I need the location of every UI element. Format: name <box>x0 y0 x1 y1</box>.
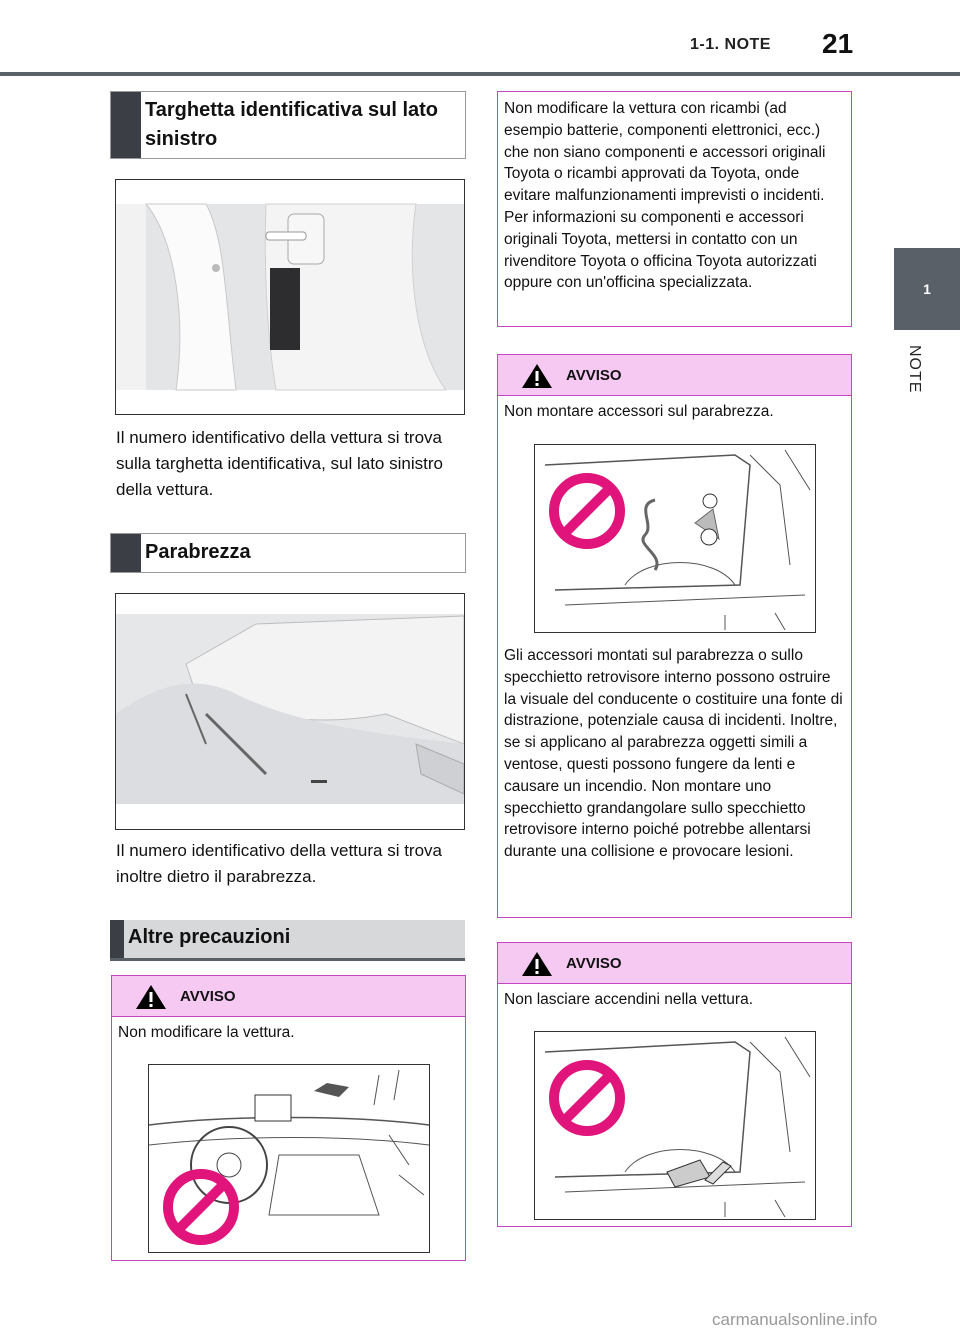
warning-text-short: Non montare accessori sul parabrezza. <box>504 403 774 420</box>
warning-text: Non lasciare accendini nella vettura. <box>504 991 753 1008</box>
warning-triangle-icon <box>134 983 168 1016</box>
note-box-genuine-parts <box>497 91 852 327</box>
lighter-drawing <box>535 1032 815 1219</box>
chapter-tab-number: 1 <box>923 281 931 297</box>
warning-triangle-icon <box>520 362 554 395</box>
warning-text-long: Gli accessori montati sul parabrezza o sullo specchietto retrovisore interno possono ostruire la visuale del conducente o costituire una fonte di distrazione, potenziale causa di incidenti. Inoltre, se si applicano al parabrezza oggetti simili a ventose, questi possono fungere da lenti e causare un incendio. Non montare uno specchietto grandangolare sullo specchietto retrovisore interno poiché potrebbe allentarsi durante una collisione e provocare lesioni. <box>504 647 843 861</box>
warning-title: AVVISO <box>180 988 236 1005</box>
warning-text: Non modificare la vettura. <box>118 1024 295 1041</box>
windshield-drawing <box>116 594 464 829</box>
windshield-accessory-drawing <box>535 445 815 632</box>
nameplate-description: Il numero identificativo della vettura si trova sulla targhetta identificativa, sul lato sinistro della vettura. <box>116 428 443 499</box>
section-header-nameplate <box>110 91 466 159</box>
section-header-windshield <box>110 533 466 573</box>
lighter-illustration <box>534 1031 816 1220</box>
note-text: Non modificare la vettura con ricambi (ad esempio batterie, componenti elettronici, ecc.) che non siano componenti e accessori originali Toyota o ricambi approvati da Toyota, onde evitare malfunzionamenti imprevisti o incidenti. Per informazioni su componenti e accessori originali Toyota, mettersi in contatto con un rivenditore Toyota o officina Toyota autorizzati oppure con un'officina specializzata. <box>504 100 826 292</box>
warning-title: AVVISO <box>566 367 622 384</box>
warning-box-modify <box>111 975 466 1261</box>
page-number: 21 <box>822 28 854 59</box>
chapter-tab-label: NOTE <box>906 345 923 394</box>
header-rule <box>0 72 960 76</box>
dashboard-illustration <box>148 1064 430 1253</box>
windshield-description: Il numero identificativo della vettura si trova inoltre dietro il parabrezza. <box>116 841 442 886</box>
warning-box-lighters <box>497 942 852 1227</box>
section-header-bar <box>110 920 124 958</box>
section-header-other-precautions <box>110 920 465 961</box>
section-title-other-precautions: Altre precauzioni <box>128 926 291 948</box>
warning-box-windshield-accessories <box>497 354 852 918</box>
warning-triangle-icon <box>520 950 554 983</box>
nameplate-illustration <box>115 179 465 415</box>
warning-header <box>498 355 851 396</box>
windshield-illustration <box>115 593 465 830</box>
section-header-bar <box>111 534 141 572</box>
warning-title: AVVISO <box>566 955 622 972</box>
watermark: carmanualsonline.info <box>712 1310 878 1329</box>
running-header-section: 1-1. NOTE <box>690 36 771 53</box>
section-title-windshield: Parabrezza <box>145 541 251 563</box>
warning-header <box>112 976 465 1017</box>
chapter-tab[interactable] <box>894 248 960 330</box>
windshield-accessory-illustration <box>534 444 816 633</box>
section-header-bar <box>111 92 141 158</box>
warning-header <box>498 943 851 984</box>
door-pillar-drawing <box>116 180 464 414</box>
dashboard-drawing <box>149 1065 429 1252</box>
section-title-nameplate: Targhetta identificativa sul lato sinistro <box>145 99 439 150</box>
